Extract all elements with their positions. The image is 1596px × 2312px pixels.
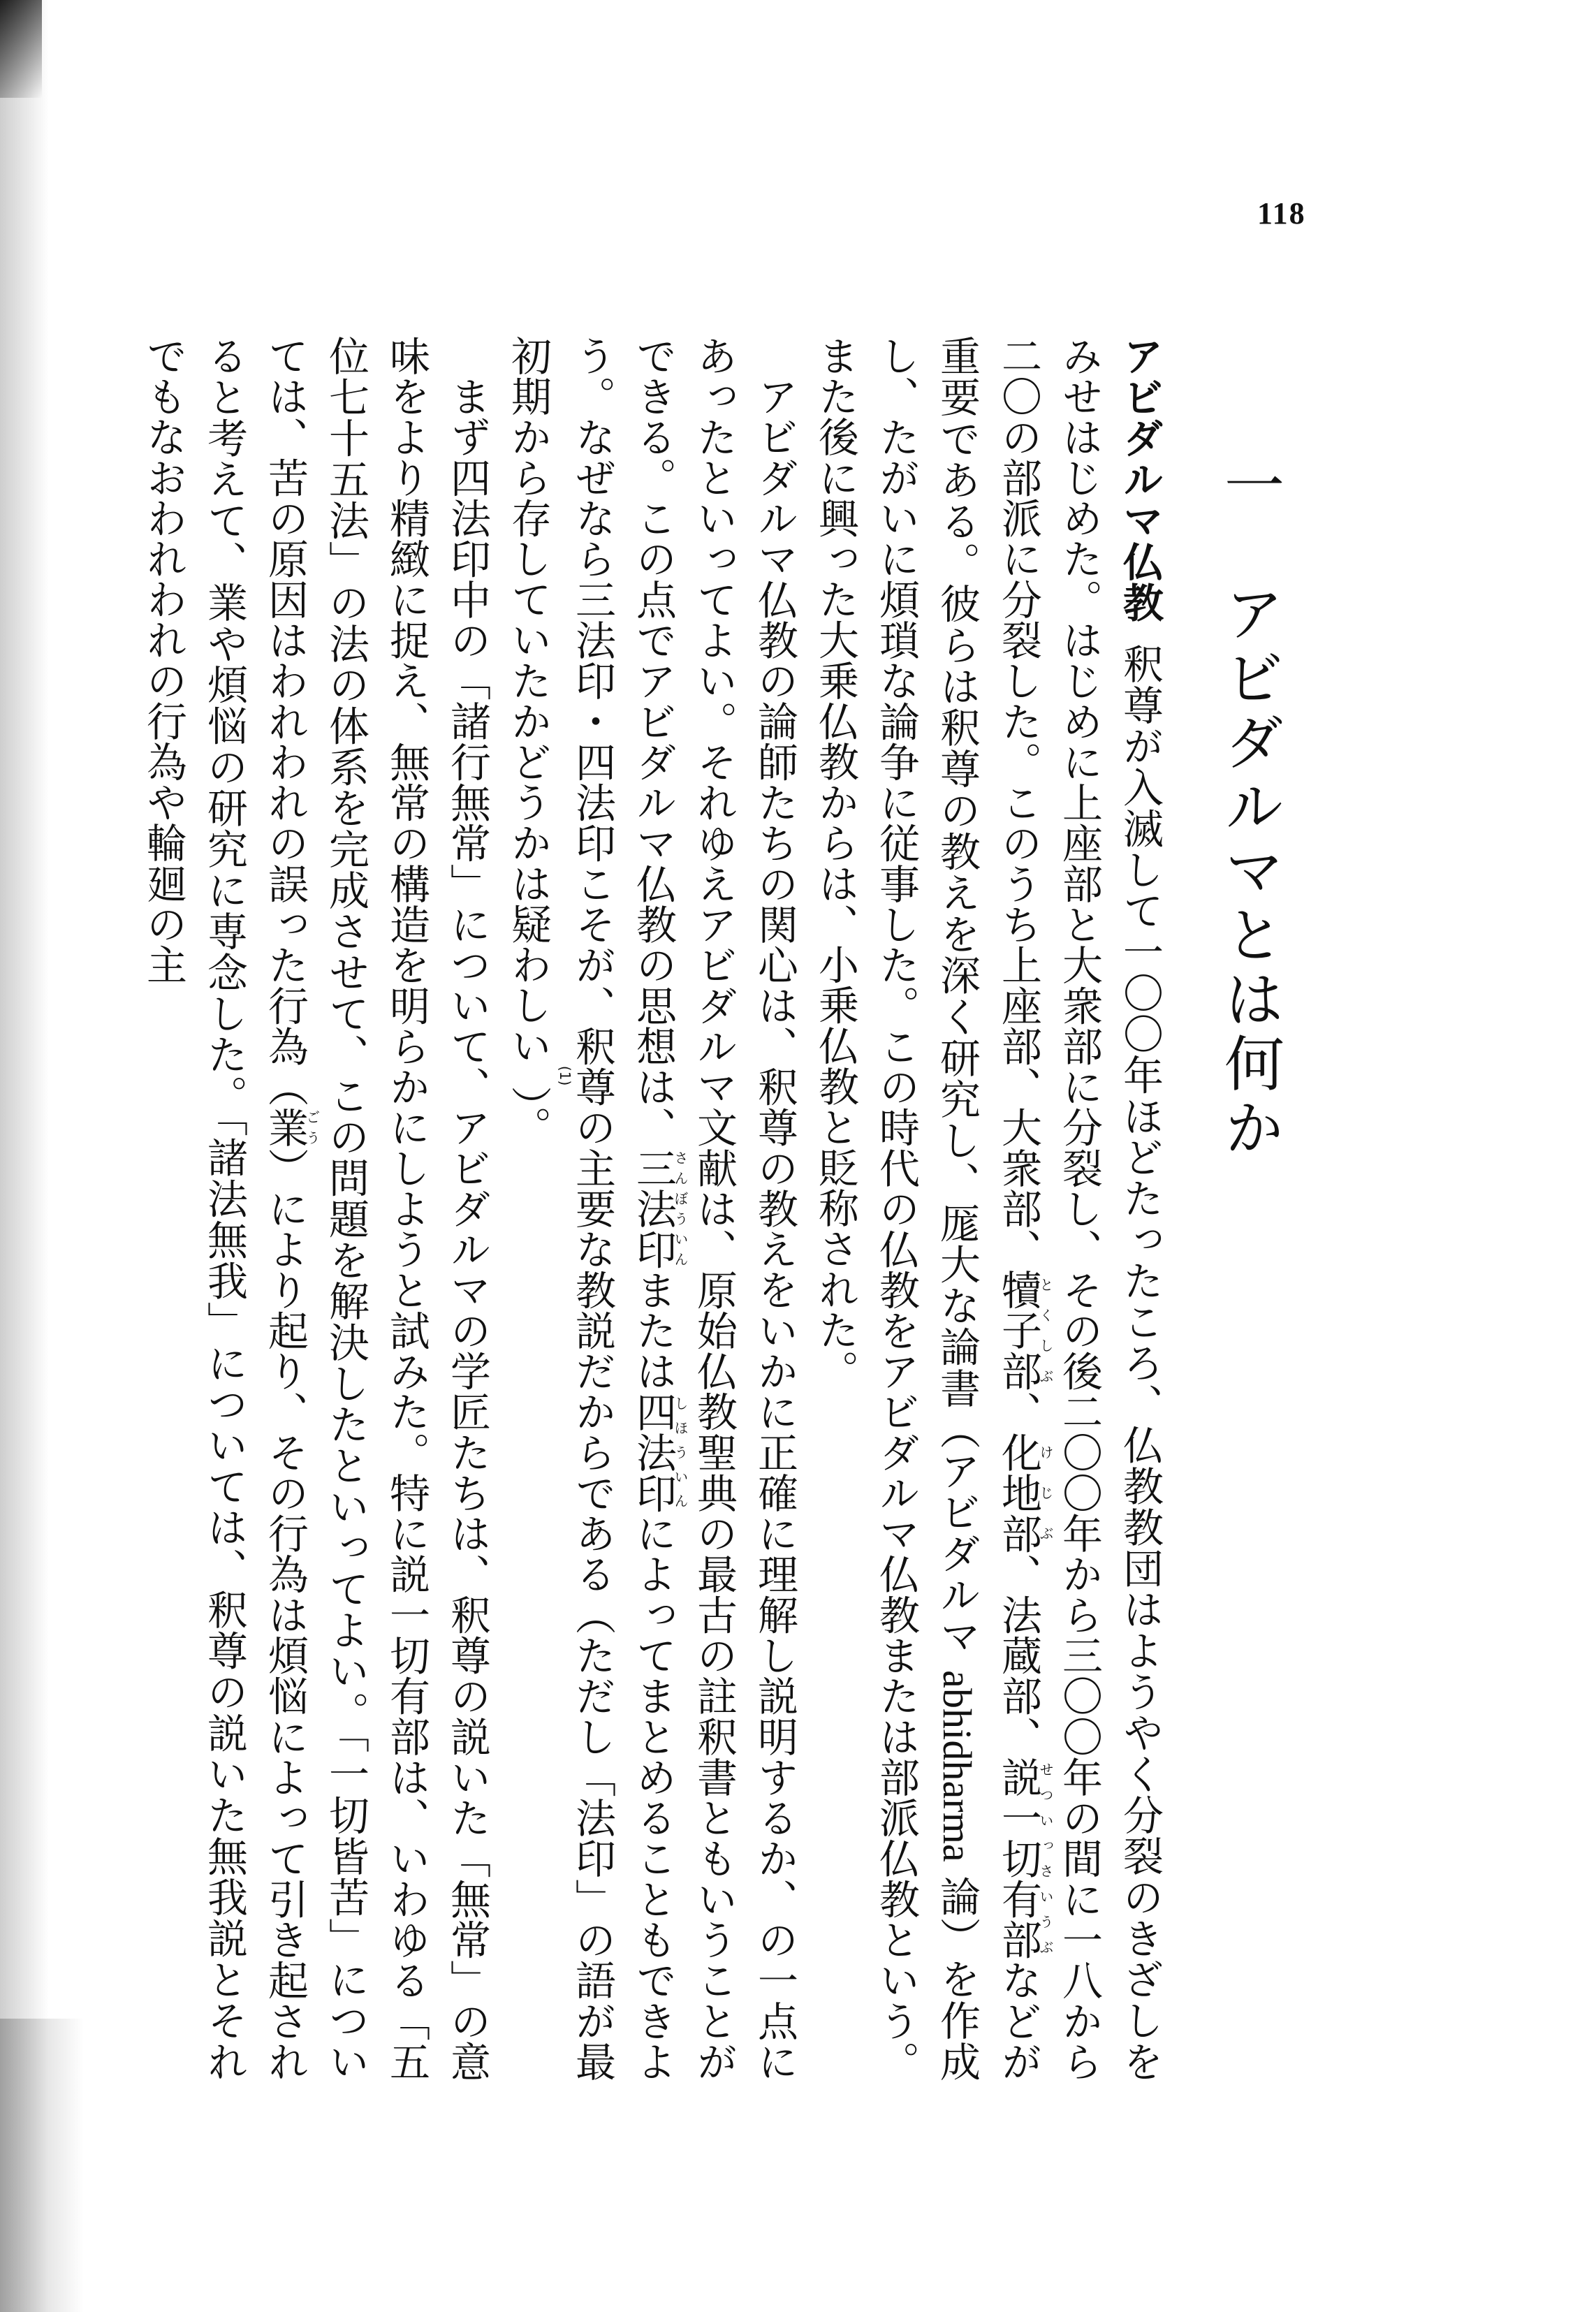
body-text: [115, 335, 1170, 2081]
scan-corner-mark: [0, 0, 42, 98]
scan-edge-shadow: [0, 0, 49, 2312]
ruby-term: [261, 1106, 321, 1148]
ruby-reading: (1): [557, 1065, 573, 1086]
paragraph-text: ）。: [504, 1085, 552, 1147]
paragraph-text: ）により起り、その行為は煩悩によって引き起されると考えて、業や煩悩の研究に専念した。「諸法無我」については、釈尊の説いた無我説とそれでもなおわれわれの行為や輪廻の主: [140, 335, 309, 2081]
ruby-term: [629, 1391, 689, 1514]
ruby-base: 説一切有部: [995, 1756, 1042, 1960]
paragraph: [497, 335, 805, 2081]
ruby-term: [995, 1756, 1054, 1960]
page-number: 118: [1257, 196, 1306, 231]
paragraph-text: まず四法印中の「諸行無常」について、アビダルマの学匠たちは、釈尊の説いた「無常」の意味をより精緻に捉え、無常の構造を明らかにしようと試みた。特に説一切有部は、いわゆる「五位七十五法」の法の体系を完成させて、この問題を解決したといってよい。「一切皆苦」については、苦の原因はわれわれの誤った行為（: [261, 335, 491, 2081]
paragraph-text: 釈尊が入滅して一〇〇年ほどたったころ、仏教教団はようやく分裂のきざしをみせはじめた。はじめに上座部と大衆部に分裂し、その後二〇〇年から三〇〇年の間に一八から二〇の部派に分裂した。このうち上座部、大衆部、: [995, 335, 1164, 2082]
chapter-title: 一 アビダルマとは何か: [1214, 454, 1284, 1161]
paragraph-text: 論）を作成し、たがいに煩瑣な論争に従事した。この時代の仏教をアビダルマ仏教または部派仏教という。また後に興った大乗仏教からは、小乗仏教と貶称された。: [812, 335, 981, 2081]
latin-term: abhidharma: [935, 1670, 980, 1862]
ruby-base: 化地部: [995, 1431, 1042, 1554]
scan-bottom-shadow: [0, 2019, 84, 2312]
paragraph: [805, 335, 1170, 2081]
section-heading: アビダルマ仏教: [1116, 335, 1164, 623]
ruby-term: [629, 1147, 689, 1270]
paragraph-text: などが重要である。彼らは釈尊の教えを深く研究し、厖大な論書（アビダルマ: [933, 335, 1042, 2081]
ruby-term: [995, 1431, 1054, 1554]
ruby-reading: しほういん: [672, 1391, 689, 1514]
paragraph: [133, 335, 497, 2081]
paragraph-text: または: [629, 1269, 677, 1391]
paragraph-text: 、: [995, 1391, 1042, 1432]
ruby-base: 犢子部: [995, 1269, 1042, 1391]
paragraph-text: アビダルマ仏教の論師たちの関心は、釈尊の教えをいかに正確に理解し説明するか、の一点にあったといってよい。それゆえアビダルマ文献は、原始仏教聖典の最古の註釈書ともいうことができる。この点でアビダルマ仏教の思想は、: [629, 335, 798, 2081]
ruby-base: 三法印: [629, 1147, 677, 1270]
ruby-reading: ごう: [304, 1106, 321, 1148]
ruby-term: [995, 1269, 1054, 1391]
paragraph-text: 、法蔵部、: [995, 1553, 1042, 1757]
paragraph-text: によってまとめることもできよう。なぜなら三法印・四法印こそが、釈尊の主要な教説だからである（ただし「法印」の語が最初期から存していたかどうかは疑わしい: [504, 335, 677, 2081]
footnote-marker[interactable]: [504, 1065, 573, 1086]
ruby-base: 業: [261, 1106, 309, 1148]
ruby-base: 四法印: [629, 1391, 677, 1514]
ruby-reading: けじぶ: [1037, 1431, 1054, 1554]
ruby-reading: とくしぶ: [1037, 1269, 1054, 1391]
ruby-reading: さんぼういん: [672, 1147, 689, 1270]
ruby-reading: せついっさいうぶ: [1037, 1756, 1054, 1960]
